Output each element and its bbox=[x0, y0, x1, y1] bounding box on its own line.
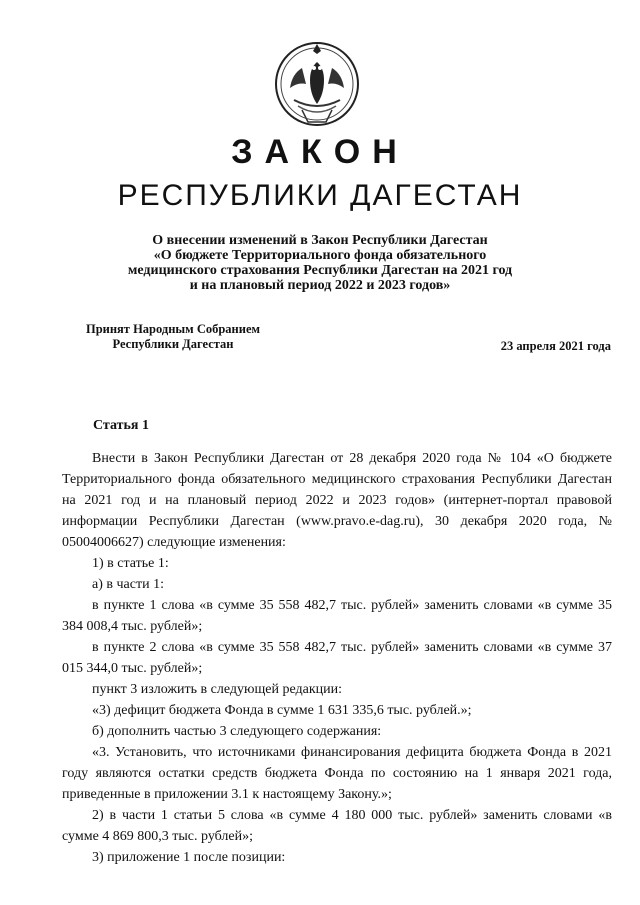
paragraph: «3. Установить, что источниками финансирования дефицита бюджета Фонда в 2021 году являются остатки средств бюджета Фонда по состоянию на 1 января 2021 года, приведенные в приложении 3.1 к настоящему Закону.»; bbox=[62, 745, 612, 802]
article-body bbox=[62, 448, 612, 868]
dagestan-coat-of-arms-icon bbox=[272, 38, 362, 130]
paragraph: пункт 3 изложить в следующей редакции: bbox=[92, 682, 342, 697]
paragraph: б) дополнить частью 3 следующего содержания: bbox=[92, 724, 382, 739]
paragraph: в пункте 2 слова «в сумме 35 558 482,7 тыс. рублей» заменить словами «в сумме 37 015 344,0 тыс. рублей»; bbox=[62, 640, 612, 676]
law-title-line: «О бюджете Территориального фонда обязательного bbox=[153, 248, 487, 263]
paragraph: Внести в Закон Республики Дагестан от 28 декабря 2020 года № 104 «О бюджете Территориального фонда обязательного медицинского страхования Республики Дагестан на 2021 год и на плановый период 2022 и 2023 годов» (интернет-портал правовой информации Республики Дагестан (www.pravo.e-dag.ru), 30 декабря 2020 года, № 05004006627) следующие изменения: bbox=[62, 451, 612, 550]
paragraph: 1) в статье 1: bbox=[92, 556, 169, 571]
adoption-date: 23 апреля 2021 года bbox=[500, 339, 611, 353]
issuer-heading: РЕСПУБЛИКИ ДАГЕСТАН bbox=[117, 179, 523, 212]
paragraph: «3) дефицит бюджета Фонда в сумме 1 631 335,6 тыс. рублей.»; bbox=[92, 703, 472, 718]
paragraph: 2) в части 1 статьи 5 слова «в сумме 4 180 000 тыс. рублей» заменить словами «в сумме 4 869 800,3 тыс. рублей»; bbox=[62, 808, 612, 844]
paragraph: а) в части 1: bbox=[92, 577, 164, 592]
paragraph: 3) приложение 1 после позиции: bbox=[92, 850, 286, 865]
adoption-note bbox=[58, 322, 288, 352]
law-title-line: О внесении изменений в Закон Республики Дагестан bbox=[152, 233, 488, 248]
law-title-line: и на плановый период 2022 и 2023 годов» bbox=[189, 278, 451, 293]
law-title-line: медицинского страхования Республики Дагестан на 2021 год bbox=[127, 263, 513, 278]
article-heading: Статья 1 bbox=[93, 418, 149, 433]
paragraph: в пункте 1 слова «в сумме 35 558 482,7 тыс. рублей» заменить словами «в сумме 35 384 008,4 тыс. рублей»; bbox=[62, 598, 612, 634]
adoption-line: Республики Дагестан bbox=[112, 337, 234, 351]
adoption-line: Принят Народным Собранием bbox=[85, 322, 261, 336]
document-type-heading: ЗАКОН bbox=[231, 133, 409, 171]
law-title bbox=[90, 233, 550, 293]
